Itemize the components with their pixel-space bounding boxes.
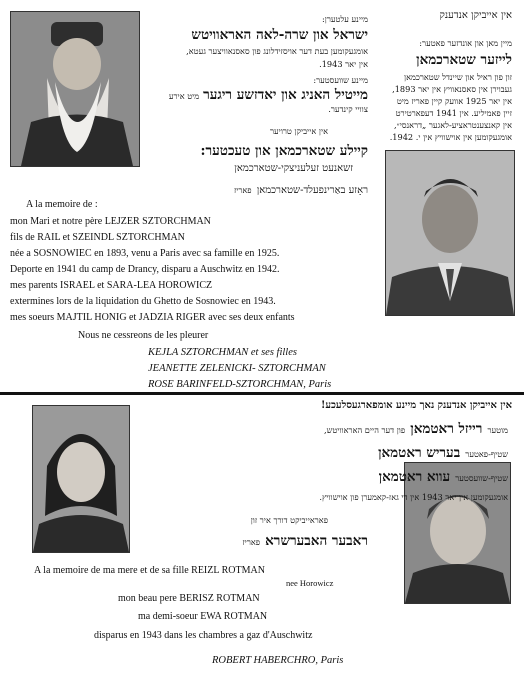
- parents-text-1: אומגעקומען בעת דער אויסזידלונג פון סאסנאוויצער געטא,: [186, 46, 368, 56]
- section-divider: [0, 392, 524, 395]
- portrait-young-woman-photo: [32, 405, 130, 553]
- fr-signature-2: JEANETTE ZELENICKI- SZTORCHMAN: [148, 363, 326, 374]
- fr-bottom-signature: ROBERT HABERCHRO, Paris: [212, 655, 344, 666]
- mourner-rose-line: [150, 178, 368, 197]
- parents-names: ישראל און שרה-לאה האראוויטש: [191, 27, 368, 43]
- fr-stepsister: ma demi-soeur EWA ROTMAN: [138, 611, 268, 622]
- fr-mother-daughter: A la memoire de ma mere et de sa fille REIZL ROTMAN: [34, 565, 265, 576]
- fr-signature-1: KEJLA SZTORCHMAN et ses filles: [148, 347, 297, 358]
- top-right-header: אין אייביקן אנדענק: [439, 10, 512, 21]
- portrait-elderly-man-icon: [11, 12, 139, 166]
- mourner-place: פאריז: [233, 185, 252, 195]
- portrait-man-suit-photo: [385, 150, 515, 316]
- mother-tail: פון דער היים האראוויטש,: [323, 425, 406, 435]
- mother-label: מוטער: [487, 425, 508, 435]
- fr-mourning: Nous ne cessreons de les pleurer: [78, 330, 209, 341]
- mourner-rose: ראָזע באַרינפעלד-שטארכמאן: [256, 185, 368, 196]
- stepfather-line: [150, 442, 508, 461]
- fr-birth: née a SOSNOWIEC en 1893, venu a Paris avec sa famille en 1925.: [10, 248, 280, 259]
- son-name-line: [150, 530, 368, 549]
- stepfather-name: בעריש ראטמאן: [378, 445, 461, 461]
- mother-line: [150, 418, 508, 437]
- husband-line-2: געבוירן אין סאסנאוויץ אין יאר 1893,: [392, 84, 512, 94]
- fr-stepfather: mon beau pere BERISZ ROTMAN: [118, 593, 260, 604]
- husband-line-4: זיין פאמיליע. אין 1941 דעפארטירט: [395, 108, 512, 118]
- mourner-kejla: קיילע שטארכמאן און טעכטער:: [200, 143, 368, 159]
- fr-parents: mes parents ISRAEL et SARA-LEA HOROWICZ: [10, 280, 213, 291]
- fr-husband: mon Mari et notre père LEJZER SZTORCHMAN: [10, 216, 211, 227]
- sisters-names: מייטיל האניג און יאדזשע ריגער: [203, 87, 368, 103]
- husband-label: מיין מאן און אונדזער פאטער:: [419, 38, 512, 48]
- fr-disparus: disparus en 1943 dans les chambres a gaz d'Auschwitz: [94, 630, 313, 641]
- son-place: פאריז: [242, 537, 261, 547]
- sisters-line: [150, 86, 368, 104]
- parents-text-2: אין יאר 1943.: [319, 59, 368, 69]
- stepfather-label: שטיף-פאטער: [465, 449, 508, 459]
- fr-deported: Deporte en 1941 du camp de Drancy, disparu a Auschwitz en 1942.: [10, 264, 280, 275]
- fr-parents-of-husband: fils de RAIL et SZEINDL SZTORCHMAN: [10, 232, 185, 243]
- fr-sisters: mes soeurs MAJTIL HONIG et JADZIA RIGER avec ses deux enfants: [10, 312, 295, 323]
- bottom-header: אין אייביקן אנדענק נאך מיינע אומפארגעסלעכע!: [320, 400, 512, 411]
- mourning-label: אין אייביקן טרויער: [270, 126, 328, 136]
- fr-nee: nee Horowicz: [286, 578, 334, 588]
- stepsister-line: [150, 466, 508, 485]
- husband-line-1: זון פון ראיל און שיינדל שטארכמאן: [403, 72, 512, 82]
- husband-name: לייזער שטארכמאן: [416, 52, 512, 68]
- parents-label: מיינע עלטערן:: [322, 14, 368, 24]
- husband-line-6: אומגעקומען אין אוישוויץ אין י. 1942.: [389, 132, 512, 142]
- husband-line-3: אין יאר 1925 אוועק קיין פאריז מיט: [396, 96, 512, 106]
- son-name: ראבער האבערשרא: [265, 533, 368, 549]
- portrait-man-suit-icon: [386, 151, 514, 315]
- mourner-jeanette: זשאנעט זעלעניצקי-שטארכמאן: [234, 163, 353, 174]
- perished-text: אומגעקומען אין יאר 1943 אין די גאז-קאמערן פון אוישוויץ.: [319, 492, 508, 502]
- stepsister-label: שטיף-שוועסטער: [455, 473, 508, 483]
- stepsister-name: עווא ראטמאן: [378, 469, 451, 485]
- portrait-young-woman-icon: [33, 406, 129, 552]
- husband-line-5: אין קאנצענטראציע-לאגער „דראנסי״,: [393, 120, 512, 130]
- fr-signature-3: ROSE BARINFELD-SZTORCHMAN, Paris: [148, 379, 332, 390]
- sisters-names-tail: מיט אירע: [168, 91, 200, 101]
- fr-exterminated: extermines lors de la liquidation du Ghetto de Sosnowiec en 1943.: [10, 296, 276, 307]
- sisters-label: מיינע שוועסטער:: [313, 75, 368, 85]
- portrait-elderly-man-photo: [10, 11, 140, 167]
- sisters-text: צוויי קינדער.: [328, 104, 368, 114]
- son-eternalized: פאראייביקט דורך איר זון: [250, 515, 328, 525]
- mother-name: רייזל ראטמאן: [410, 421, 483, 437]
- fr-memoire: A la memoire de :: [26, 199, 98, 210]
